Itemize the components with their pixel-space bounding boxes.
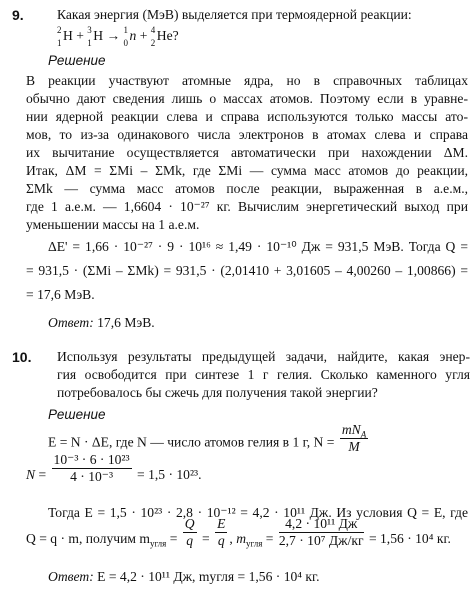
problem-9-formula-3: = 17,6 МэВ. [26,287,95,302]
problem-9-number: 9. [12,7,24,23]
problem-10-line-then: Тогда E = 1,5 · 10²³ · 2,8 · 10⁻¹² = 4,2 · 10¹¹ Дж. Из условия Q = E, где [48,505,468,520]
frac-q-num: Q [184,516,195,532]
problem-10-number: 10. [12,349,32,365]
problem-9-question: Какая энергия (МэВ) выделяется при термоядерной реакции: [57,7,412,22]
line-e-text: E = N · ΔE, где N — число атомов гелия в 1 г, N = [48,434,335,450]
problem-9-line-1: В реакции участвуют атомные ядра, но в справочных таблицах [26,73,468,88]
problem-10-question-1: Используя результаты предыдущей задачи, найдите, какая энер- [57,349,470,364]
e-over-q-fraction [215,516,227,549]
coal-numerator: 4,2 · 10¹¹ Дж [279,516,364,533]
problem-9-line-8: где 1 а.е.м. — 1,6604 · 10⁻²⁷ кг. Вычислим энергетический выход при [26,199,468,214]
n-frac-denominator: M [348,439,360,454]
problem-9-line-3: нии ядерной реакции слева и справа используются только массы ато- [26,109,468,124]
frac-q-den: q [186,533,194,549]
problem-9-line-4: мов, то из-за одинакового числа электронов в атомах слева и справа [26,127,468,142]
answer-label-10: Ответ: [48,569,94,584]
problem-9-line-6: Итак, ΔM = ΣMi – ΣMk, где ΣMi — сумма масс атомов до реакции, [26,163,468,178]
problem-10-solution-heading: Решение [48,407,106,422]
problem-9-answer [48,314,155,332]
problem-9-line-7: ΣMk — сумма масс атомов после реакции, выраженная в а.е.м., [26,181,468,196]
q-over-q-fraction [183,516,197,549]
problem-10-question-3: потребовалось бы сжечь для получения такой энергии? [57,385,378,400]
coal-fraction [279,516,364,549]
answer-value-10: E = 4,2 · 10¹¹ Дж, mугля = 1,56 · 10⁴ кг. [93,569,320,584]
n-frac-numerator: mN [341,422,361,437]
coal-result: = 1,56 · 10⁴ кг. [368,531,451,546]
n-calc-result: = 1,5 · 10²³. [137,467,202,482]
answer-value: 17,6 МэВ. [93,315,155,330]
problem-9-line-5: их вычитание осуществляется автоматически при нахождении ΔM. [26,145,468,160]
n-calc-denominator: 4 · 10⁻³ [70,469,114,485]
coal-denominator: 2,7 · 10⁷ Дж/кг [278,533,364,549]
problem-10-n-calc: N = $\frac{\text{10⁻³ · 6 · 10²³}}{\text{4 · 10⁻³}}$ = 1,5 · 10²³. [26,452,202,485]
frac-e-num: E [217,516,226,532]
problem-9-line-9: уменьшении массы на 1 а.е.м. [26,217,200,232]
problem-9-solution-heading: Решение [48,53,106,68]
m-subscript: угля [149,538,167,549]
problem-9-formula-1: ΔE' = 1,66 · 10⁻²⁷ · 9 · 10¹⁶ ≈ 1,49 · 10⁻¹⁰ Дж = 931,5 МэВ. Тогда Q = [48,239,468,254]
n-formula-fraction: $\frac{mN_A}{M}$ [341,422,367,454]
n-calc-fraction [52,452,132,485]
problem-10-answer [48,568,319,586]
problem-10-line-q: Q = q · m, получим $m_{угля}$ = $\frac{Q}{q}$ = $\frac{E}{q}$ , $m_{угля}$ = $\frac{\text{4,2 · 10¹¹ Дж}}{\text{2,7 · 10⁷ Дж/кг}}$ = 1,56 · 10⁴ кг. [26,516,451,549]
n-calc-numerator: 10⁻³ · 6 · 10²³ [53,452,130,468]
problem-10-question-2: гия освободится при синтезе 1 г гелия. Сколько каменного угля [57,367,470,382]
answer-label: Ответ: [48,315,94,330]
line-q-text: Q = q · m, получим m [26,531,150,546]
problem-9-formula-2: = 931,5 · (ΣMi – ΣMk) = 931,5 · (2,01410 + 3,01605 – 4,00260 – 1,00866) = [26,263,468,278]
frac-e-den: q [217,533,225,549]
problem-9-line-2: обычно дают сведения лишь о массах атомов. Поэтому если в уравне- [26,91,468,106]
problem-9-reaction: 2 1 H + 3 1 H → 1 0 n + 4 2 He? [57,25,179,48]
